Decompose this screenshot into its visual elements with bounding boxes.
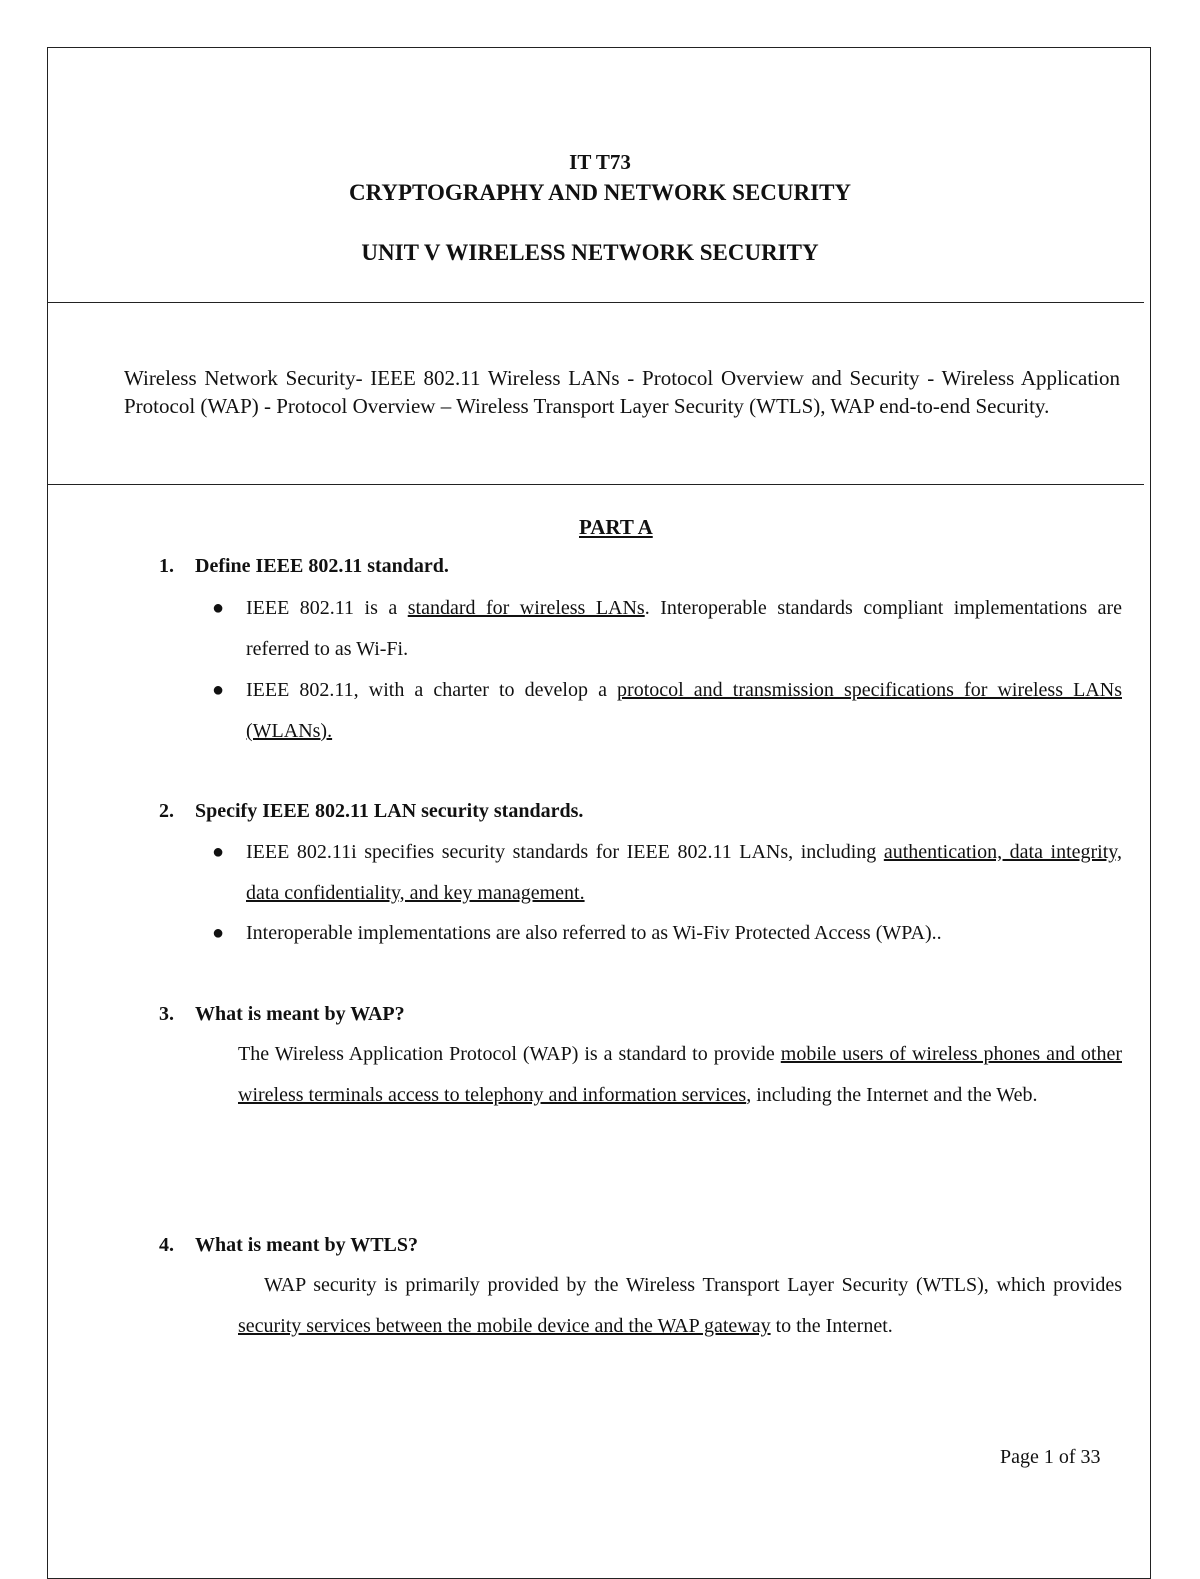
underlined-text: authentication, data integrity, data confidentiality, and key management. [246,841,1122,904]
text-run: IEEE 802.11, with a charter to develop a [246,679,618,701]
answer-paragraph [238,1034,1122,1116]
text-run: to the Internet. [770,1315,893,1337]
question-title: Specify IEEE 802.11 LAN security standards. [195,800,584,822]
text-run: . Interoperable standards compliant implementations are referred to as Wi-Fi. [246,597,1123,660]
syllabus-text: Wireless Network Security- IEEE 802.11 Wireless LANs - Protocol Overview and Security - Wireless Application Protocol (WAP) - Protocol Overview – Wireless Transport Layer Security (WTLS), WAP end-to-end Security. [124,366,1120,418]
underlined-text: mobile users of wireless phones and other wireless terminals access to telephony and information services [238,1043,1122,1106]
question-number: 2. [159,800,174,822]
bullet-icon: ● [212,679,225,701]
list-item [212,588,1122,670]
page-number: Page 1 of 33 [1000,1446,1101,1468]
bullet-icon: ● [212,597,225,619]
bullet-icon: ● [212,841,225,863]
top-divider [47,302,1144,303]
underlined-text: standard for wireless LANs [407,597,645,619]
text-run: IEEE 802.11 is a [246,597,408,619]
text-run: WAP security is primarily provided by the Wireless Transport Layer Security (WTLS), which provides [264,1274,1122,1296]
question-4-heading [159,1234,418,1257]
question-title: What is meant by WAP? [195,1003,405,1025]
answer-paragraph [238,1265,1122,1347]
question-3-heading [159,1003,405,1026]
bottom-divider [47,484,1144,485]
underlined-text: security services between the mobile device and the WAP gateway [238,1315,771,1337]
question-number: 4. [159,1234,174,1256]
question-number: 1. [159,555,174,577]
course-title: CRYPTOGRAPHY AND NETWORK SECURITY [348,180,852,205]
part-a-heading: PART A [579,515,653,539]
list-item [212,832,1122,914]
list-item [212,913,1122,954]
question-number: 3. [159,1003,174,1025]
text-run: IEEE 802.11i specifies security standards for IEEE 802.11 LANs, including [246,841,884,863]
course-code: IT T73 [569,150,631,174]
bullet-icon: ● [212,922,225,944]
underlined-text: protocol and transmission specifications for wireless LANs (WLANs). [246,679,1122,742]
list-item [212,670,1122,752]
question-title: What is meant by WTLS? [195,1234,419,1256]
question-2-heading [159,800,583,823]
text-run: , including the Internet and the Web. [746,1084,1038,1106]
text-run: Interoperable implementations are also referred to as Wi-Fiv Protected Access (WPA).. [246,922,942,944]
question-1-heading [159,555,449,578]
text-run: The Wireless Application Protocol (WAP) is a standard to provide [238,1043,781,1065]
unit-title: UNIT V WIRELESS NETWORK SECURITY [361,240,819,265]
question-title: Define IEEE 802.11 standard. [195,555,449,577]
